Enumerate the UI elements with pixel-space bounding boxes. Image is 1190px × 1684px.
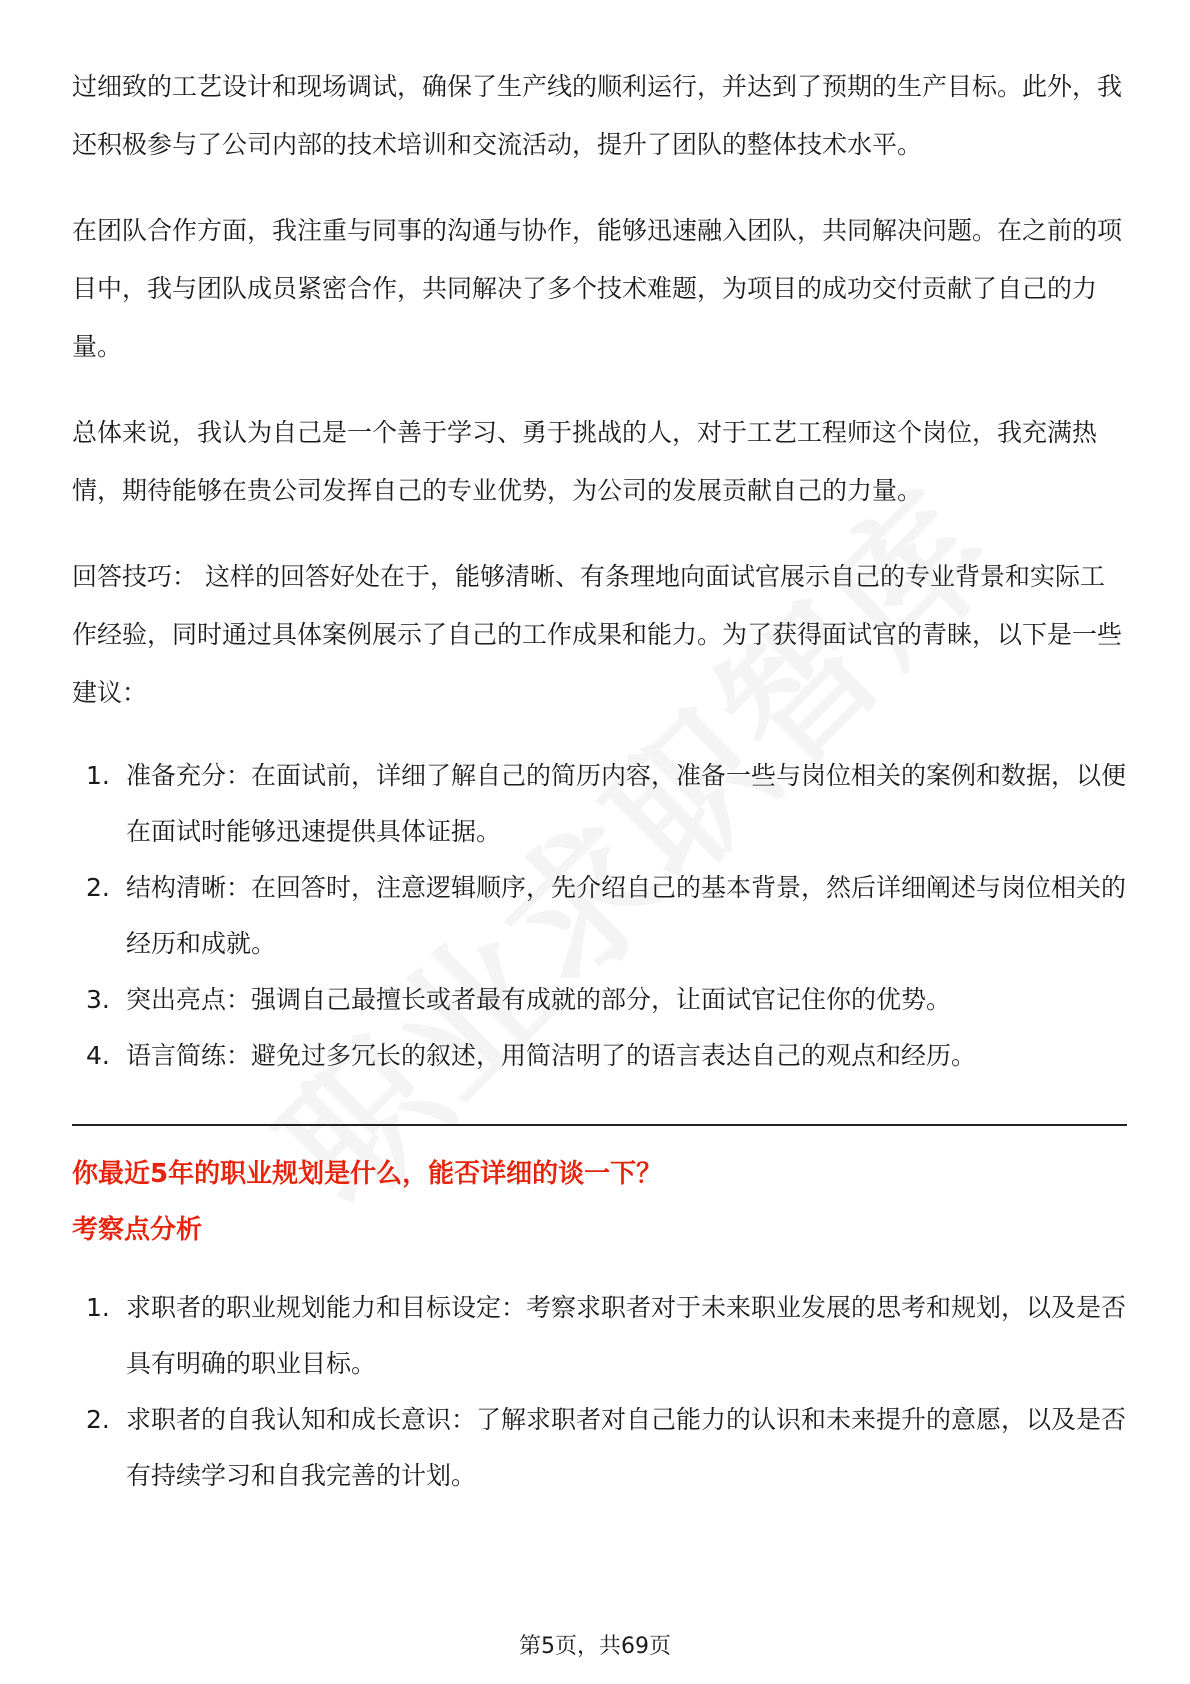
list-item (72, 748, 1127, 860)
list-item-number: 1. (86, 1293, 110, 1322)
analysis-heading: 考察点分析 (72, 1215, 203, 1245)
list-item (72, 1028, 1127, 1084)
tips-list (72, 748, 1127, 1084)
list-item-number: 1. (86, 761, 110, 790)
document-body (72, 58, 1127, 1504)
paragraph-teamwork: 在团队合作方面，我注重与同事的沟通与协作，能够迅速融入团队，共同解决问题。在之前的项目中，我与团队成员紧密合作，共同解决了多个技术难题，为项目的成功交付贡献了自己的力量。 (72, 216, 1123, 361)
paragraph-summary: 总体来说，我认为自己是一个善于学习、勇于挑战的人，对于工艺工程师这个岗位，我充满热情，期待能够在贵公司发挥自己的专业优势，为公司的发展贡献自己的力量。 (72, 418, 1098, 505)
paragraph-process-design: 过细致的工艺设计和现场调试，确保了生产线的顺利运行，并达到了预期的生产目标。此外，我还积极参与了公司内部的技术培训和交流活动，提升了团队的整体技术水平。 (72, 72, 1123, 159)
section-divider (72, 1124, 1127, 1126)
list-item-text: 语言简练：避免过多冗长的叙述，用简洁明了的语言表达自己的观点和经历。 (126, 1041, 977, 1070)
list-item-text: 结构清晰：在回答时，注意逻辑顺序，先介绍自己的基本背景，然后详细阐述与岗位相关的经历和成就。 (126, 873, 1127, 958)
list-item-text: 求职者的职业规划能力和目标设定：考察求职者对于未来职业发展的思考和规划，以及是否具有明确的职业目标。 (126, 1293, 1127, 1378)
interview-question: 你最近5年的职业规划是什么，能否详细的谈一下？ (72, 1159, 663, 1189)
list-item-number: 2. (86, 1405, 110, 1434)
list-item-number: 3. (86, 985, 110, 1014)
paragraph-answer-tips: 回答技巧： 这样的回答好处在于，能够清晰、有条理地向面试官展示自己的专业背景和实际工作经验，同时通过具体案例展示了自己的工作成果和能力。为了获得面试官的青睐，以下是一些建议： (72, 562, 1123, 707)
list-item-number: 2. (86, 873, 110, 902)
list-item (72, 1280, 1127, 1392)
analysis-list (72, 1280, 1127, 1504)
list-item-text: 准备充分：在面试前，详细了解自己的简历内容，准备一些与岗位相关的案例和数据，以便在面试时能够迅速提供具体证据。 (126, 761, 1127, 846)
page-footer: 第5页，共69页 (519, 1634, 671, 1659)
list-item-text: 突出亮点：强调自己最擅长或者最有成就的部分，让面试官记住你的优势。 (126, 985, 952, 1014)
list-item (72, 972, 1127, 1028)
list-item (72, 1392, 1127, 1504)
list-item-number: 4. (86, 1041, 110, 1070)
list-item-text: 求职者的自我认知和成长意识：了解求职者对自己能力的认识和未来提升的意愿，以及是否有持续学习和自我完善的计划。 (126, 1405, 1127, 1490)
list-item (72, 860, 1127, 972)
